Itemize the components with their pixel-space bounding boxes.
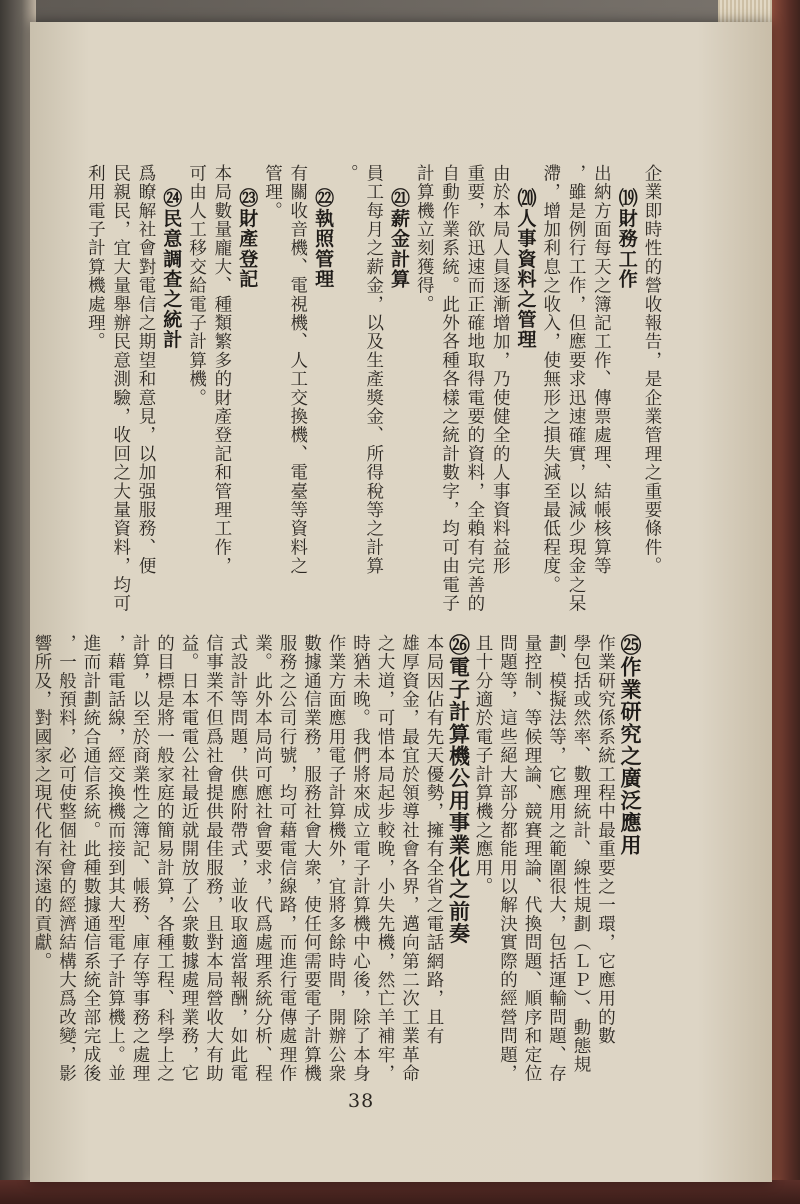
text-column: 利用電子計算機處理。 [85, 164, 106, 351]
text-column: 由於本局人員逐漸增加，乃使健全的人事資料益形 [490, 164, 511, 576]
text-column: 業。此外本局尚可應社會要求，代爲處理系統分析、程 [252, 634, 273, 1083]
section-heading: ⒆財務工作 [615, 188, 638, 289]
book-page [30, 22, 772, 1182]
text-column: 信事業不但爲社會提供最佳服務，且對本局營收大有助 [203, 634, 224, 1083]
text-column: 民親民，宜大量舉辦民意測驗，收回之大量資料，均可 [110, 164, 131, 613]
page-number: 38 [348, 1090, 375, 1112]
text-column: 計算機立刻獲得。 [414, 164, 435, 314]
text-column: 本局因佔有先天優勢，擁有全省之電話網路，且有 [424, 634, 444, 1046]
text-column: 企業即時性的營收報告，是企業管理之重要條件。 [642, 164, 662, 576]
text-column: 滯，增加利息之收入，使無形之損失減至最低程度。 [540, 164, 561, 595]
text-column: 作業研究係系統工程中最重要之一環，它應用的數 [595, 634, 616, 1046]
text-column: 數據通信業務，服務社會大衆，使任何需要電子計算機 [301, 634, 322, 1083]
text-column: 劃、模擬法等，它應用之範圍很大，包括運輸問題、存 [546, 634, 567, 1083]
text-column: ，一般預料，必可使整個社會的經濟結構大爲改變，影 [56, 634, 77, 1083]
text-column: 學包括或然率、數理統計、線性規劃（ＬＰ）、動態規 [571, 634, 591, 1075]
text-column: 出納方面每天之簿記工作、傳票處理、結帳核算等 [591, 164, 612, 576]
text-column: 雄厚資金，最宜於領導社會各界，邁向第二次工業革命 [399, 634, 420, 1083]
section-heading: ㉓財產登記 [236, 188, 259, 289]
section-heading: ㉒執照管理 [312, 188, 335, 289]
text-column: 式設計等問題，供應附帶式，並收取適當報酬，如此電 [228, 634, 248, 1083]
text-column: 的目標是將一般家庭的簡易計算，各種工程、科學上之 [154, 634, 175, 1083]
book-bottom-edge [0, 1180, 800, 1204]
text-column: 服務之公司行號，均可藉電信線路，而進行電傳處理作 [277, 634, 297, 1083]
text-column: 響所及，對國家之現代化有深遠的貢獻。 [32, 634, 52, 971]
text-column: 自動作業系統。此外各種各樣之統計數字，均可由電子 [439, 164, 460, 613]
text-column: 之大道，可惜本局起步較晚，小失先機，然亡羊補牢， [375, 634, 395, 1083]
text-column: 時猶未晚。我們將來成立電子計算機中心後，除了本身 [350, 634, 371, 1083]
section-heading: ㉔民意調查之統計 [160, 188, 183, 350]
text-column: 有關收音機、電視機、人工交換機、電臺等資料之 [287, 164, 308, 576]
text-column: 作業方面應用電子計算機外，宜將多餘時間，開辦公衆 [326, 634, 346, 1083]
text-column: 。 [338, 164, 359, 183]
text-column: 且十分適於電子計算機之應用。 [473, 634, 493, 896]
book-cover-edge [772, 0, 800, 1204]
section-heading: ㉕作業研究之廣泛應用 [618, 634, 642, 856]
text-column: 員工每月之薪金，以及生產獎金、所得稅等之計算 [363, 164, 384, 576]
section-heading: ⒇人事資料之管理 [514, 188, 537, 350]
text-column: 計算，以至於商業性之簿記、帳務、庫存等事務之處理 [130, 634, 150, 1083]
section-heading: ㉑薪金計算 [388, 188, 410, 289]
text-column: ，雖是例行工作，但應要求迅速確實，以減少現金之呆 [566, 164, 587, 613]
text-column: 進而計劃統合通信系統。此種數據通信系統全部完成後 [81, 634, 101, 1083]
text-column: 本局數量龐大、種類繁多的財產登記和管理工作， [211, 164, 232, 576]
text-column: 量控制、等候理論、競賽理論、代換問題、順序和定位 [522, 634, 542, 1083]
text-column: 爲瞭解社會對電信之期望和意見，以加强服務、便 [136, 164, 156, 576]
text-column: 重要，欲迅速而正確地取得電要的資料，全賴有完善的 [464, 164, 485, 613]
text-column: ，藉電話線，經交換機而接到其大型電子計算機上。並 [105, 634, 126, 1083]
text-column: 益。日本電電公社最近就開放了公衆數據處理業務，它 [179, 634, 199, 1083]
text-column: 問題等，這些絕大部分都能用以解決實際的經營問題， [497, 634, 518, 1083]
text-column: 管理。 [262, 164, 283, 221]
text-column: 可由人工移交給電子計算機。 [186, 164, 207, 408]
section-heading: ㉖電子計算機公用事業化之前奏 [446, 634, 471, 945]
